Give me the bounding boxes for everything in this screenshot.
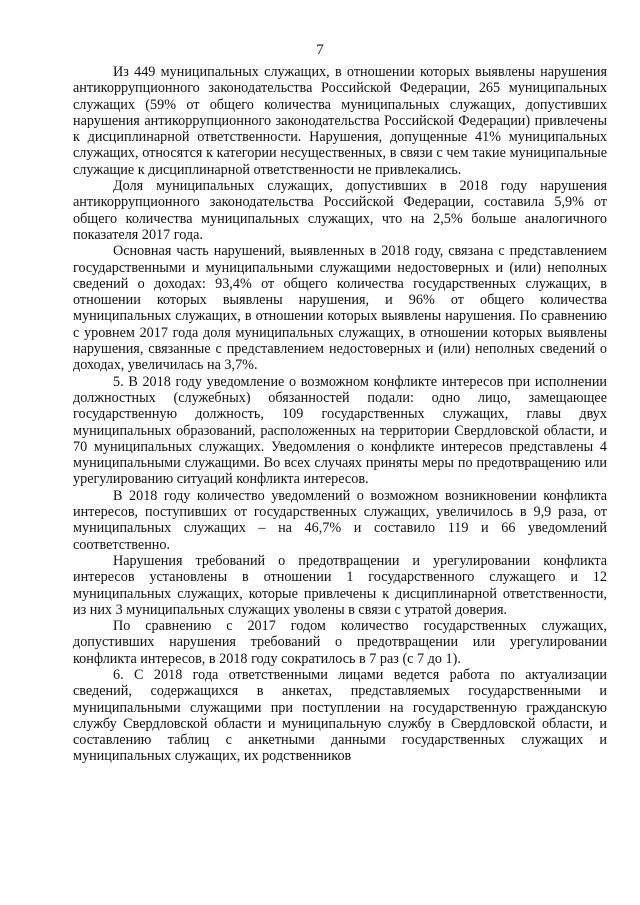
paragraph-income-violations: Основная часть нарушений, выявленных в 2018 году, связана с представлением государственными и муниципальными служащими недостоверных и (или) неполных сведений о доходах: 93,4% от общего количества государственных служащих, в отношении которых выявлены нарушения, и 96% от общего количества муниципальных служащих, в отношении которых выявлены нарушения. По сравнению с уровнем 2017 года доля муниципальных служащих, в отношении которых выявлены нарушения, связанные с представлением недостоверных и (или) неполных сведений о доходах, увеличилась на 3,7%. [73, 243, 607, 374]
paragraph-questionnaire-work: 6. С 2018 года ответственными лицами ведется работа по актуализации сведений, содержащихся в анкетах, представляемых государственными и муниципальными служащими при поступлении на государственную гражданскую службу Свердловской области и муниципальную службу в Свердловской области, и составлению таблиц с анкетными данными государственных служащих и муниципальных служащих, их родственников [73, 666, 607, 765]
paragraph-corruption-discipline: Из 449 муниципальных служащих, в отношении которых выявлены нарушения антикоррупционного законодательства Российской Федерации, 265 муниципальных служащих (59% от общего количества муниципальных служащих, допустивших нарушения антикоррупционного законодательства Российской Федерации) привлечены к дисциплинарной ответственности. Нарушения, допущенные 41% муниципальных служащих, относятся к категории несущественных, в связи с чем такие муниципальные служащие к дисциплинарной ответственности не привлекались. [73, 64, 607, 178]
paragraph-conflict-violations: Нарушения требований о предотвращении и урегулировании конфликта интересов установлены в отношении 1 государственного служащего и 12 муниципальных служащих, которые привлечены к дисциплинарной ответственности, из них 3 муниципальных служащих уволены в связи с утратой доверия. [73, 552, 607, 618]
paragraph-comparison-2017: По сравнению с 2017 годом количество государственных служащих, допустивших нарушения требований о предотвращении или урегулировании конфликта интересов, в 2018 году сократилось в 7 раз (с 7 до 1). [73, 618, 607, 667]
paragraph-notifications-growth: В 2018 году количество уведомлений о возможном возникновении конфликта интересов, поступивших от государственных служащих, увеличилось в 9,9 раза, от муниципальных служащих – на 46,7% и составило 119 и 66 уведомлений соответственно. [73, 487, 607, 553]
page-number: 7 [316, 42, 324, 58]
document-body [73, 64, 607, 765]
paragraph-conflict-notifications: 5. В 2018 году уведомление о возможном конфликте интересов при исполнении должностных (служебных) обязанностей подали: одно лицо, замещающее государственную должность, 109 государственных служащих, главы двух муниципальных образований, расположенных на территории Свердловской области, и 70 муниципальных служащих. Уведомления о конфликте интересов представлены 4 муниципальными служащими. Во всех случаях приняты меры по предотвращению или урегулированию ситуаций конфликта интересов. [73, 373, 607, 488]
paragraph-share-violators: Доля муниципальных служащих, допустивших в 2018 году нарушения антикоррупционного законодательства Российской Федерации, составила 5,9% от общего количества муниципальных служащих, что на 2,5% больше аналогичного показателя 2017 года. [73, 178, 607, 243]
